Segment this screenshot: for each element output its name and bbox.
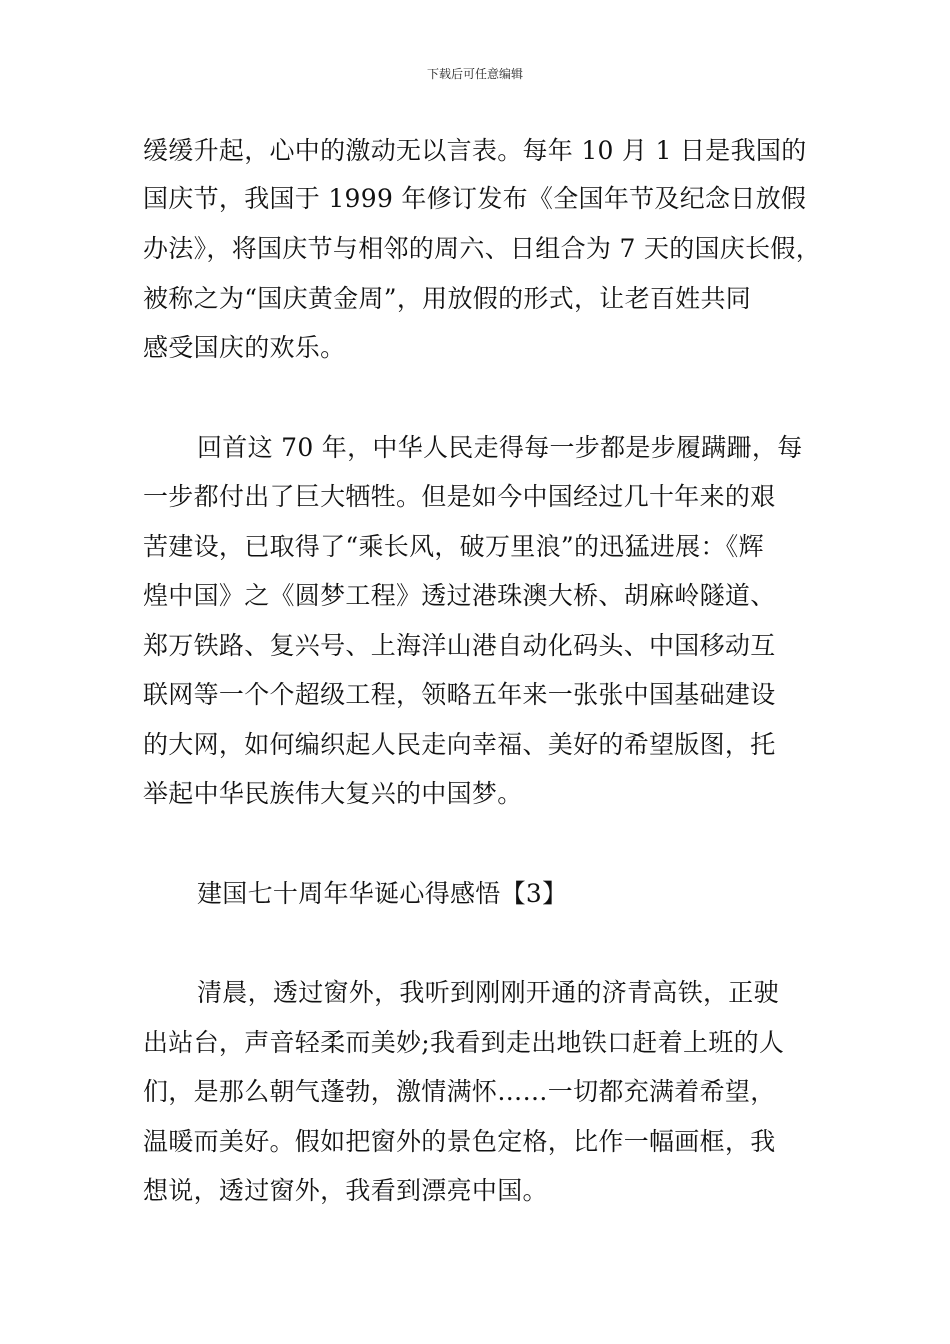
text-line: 一步都付出了巨大牺牲。但是如今中国经过几十年来的艰 [143, 482, 776, 511]
page-header: 下载后可任意编辑 [426, 67, 523, 81]
text-line: 回首这 70 年，中华人民走得每一步都是步履蹒跚，每 [197, 433, 803, 462]
text-line: 苦建设，已取得了“乘长风，破万里浪”的迅猛进展：《辉 [143, 532, 764, 561]
text-line: 办法》，将国庆节与相邻的周六、日组合为 7 天的国庆长假， [143, 234, 822, 263]
text-line: 想说，透过窗外，我看到漂亮中国。 [143, 1176, 548, 1205]
text-line: 出站台，声音轻柔而美妙;我看到走出地铁口赶着上班的人 [143, 1028, 785, 1057]
text-line: 举起中华民族伟大复兴的中国梦。 [143, 779, 523, 808]
text-line: 被称之为“国庆黄金周”，用放假的形式，让老百姓共同 [143, 284, 752, 313]
text-line: 感受国庆的欢乐。 [143, 333, 346, 362]
text-line: 温暖而美好。假如把窗外的景色定格，比作一幅画框，我 [143, 1127, 776, 1156]
text-line: 的大网，如何编织起人民走向幸福、美好的希望版图，托 [143, 730, 776, 759]
text-line: 郑万铁路、复兴号、上海洋山港自动化码头、中国移动互 [143, 631, 776, 660]
text-line: 联网等一个个超级工程，领略五年来一张张中国基础建设 [143, 680, 776, 709]
text-line: 清晨，透过窗外，我听到刚刚开通的济青高铁，正驶 [197, 978, 779, 1007]
text-line: 们，是那么朝气蓬勃，激情满怀……一切都充满着希望， [143, 1077, 776, 1106]
section-heading-text: 建国七十周年华诞心得感悟【3】 [197, 879, 568, 908]
text-line: 国庆节，我国于 1999 年修订发布《全国年节及纪念日放假 [143, 184, 807, 213]
text-line: 煌中国》之《圆梦工程》透过港珠澳大桥、胡麻岭隧道、 [143, 581, 776, 610]
text-line: 缓缓升起，心中的激动无以言表。每年 10 月 1 日是我国的 [143, 136, 807, 165]
